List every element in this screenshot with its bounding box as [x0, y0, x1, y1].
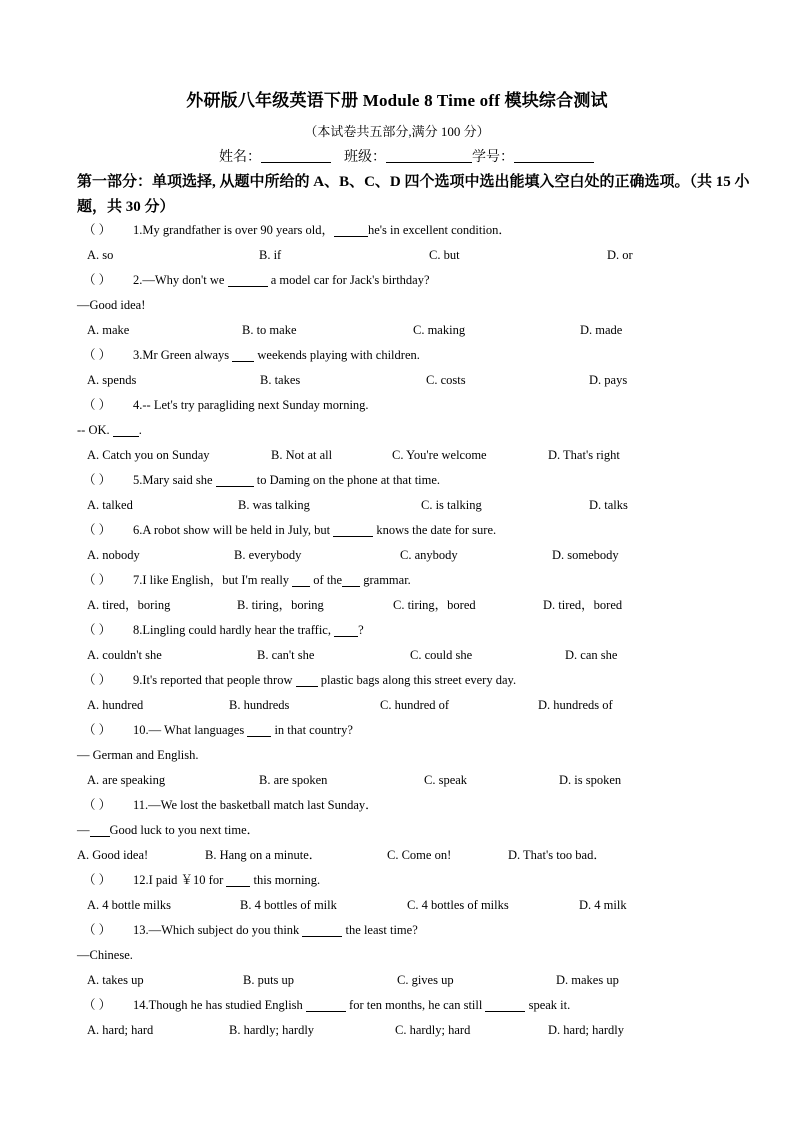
question-stem: （ ） 1.My grandfather is over 90 years old， he's in excellent condition． — [83, 220, 511, 240]
question-stem: （ ） 12.I paid ￥10 for this morning. — [83, 870, 320, 890]
question-stem: （ ） 2.—Why don't we a model car for Jack's birthday? — [83, 270, 430, 290]
class-label: 班级： — [344, 150, 386, 165]
reply-row — [0, 745, 794, 770]
question-stem: （ ） 13.—Which subject do you think the least time? — [83, 920, 418, 940]
answer-bracket[interactable]: （ ） — [83, 923, 112, 937]
answer-bracket[interactable]: （ ） — [83, 473, 112, 487]
options-row — [0, 645, 794, 670]
option-c: C. making — [413, 323, 466, 337]
option-a: A. make — [87, 323, 130, 337]
option-c: C. but — [429, 248, 460, 262]
dialogue-reply: —Good idea! — [77, 298, 146, 312]
blank — [228, 272, 268, 287]
dialogue-reply: -- OK. . — [77, 423, 142, 437]
blank — [113, 422, 139, 437]
option-d: D. is spoken — [559, 773, 622, 787]
options-row — [0, 245, 794, 270]
option-a: A. Catch you on Sunday — [87, 448, 210, 462]
option-a: A. are speaking — [87, 773, 166, 787]
option-d: D. That's right — [548, 448, 620, 462]
dialogue-reply: — Good luck to you next time． — [77, 823, 260, 837]
option-b: B. takes — [260, 373, 301, 387]
blank — [333, 522, 373, 537]
question-row — [0, 220, 794, 245]
option-d: D. hard; hardly — [548, 1023, 625, 1037]
options-row — [0, 970, 794, 995]
blank — [226, 872, 250, 887]
options-row — [0, 370, 794, 395]
blank — [247, 722, 271, 737]
option-d: D. makes up — [556, 973, 619, 987]
class-blank[interactable] — [386, 148, 472, 163]
question-row — [0, 620, 794, 645]
question-stem: （ ） 4.-- Let's try paragliding next Sunday morning. — [83, 395, 369, 415]
question-row — [0, 670, 794, 695]
option-c: C. tiring，bored — [393, 598, 476, 612]
answer-bracket[interactable]: （ ） — [83, 273, 112, 287]
blank — [485, 997, 525, 1012]
question-row — [0, 345, 794, 370]
name-label: 姓名： — [219, 150, 261, 165]
question-stem: （ ） 9.It's reported that people throw plastic bags along this street every day. — [83, 670, 516, 690]
question-stem: （ ） 5.Mary said she to Daming on the phone at that time. — [83, 470, 440, 490]
option-d: D. made — [580, 323, 623, 337]
question-row — [0, 395, 794, 420]
option-a: A. hard; hard — [87, 1023, 154, 1037]
option-b: B. 4 bottles of milk — [240, 898, 337, 912]
option-c: C. hardly; hard — [395, 1023, 471, 1037]
number-blank[interactable] — [514, 148, 594, 163]
option-a: A. Good idea! — [77, 848, 149, 862]
option-c: C. anybody — [400, 548, 458, 562]
answer-bracket[interactable]: （ ） — [83, 673, 112, 687]
question-row — [0, 520, 794, 545]
option-b: B. puts up — [243, 973, 295, 987]
exam-title: 外研版八年级英语下册 Module 8 Time off 模块综合测试 — [186, 91, 608, 110]
option-c: C. gives up — [397, 973, 454, 987]
answer-bracket[interactable]: （ ） — [83, 523, 112, 537]
option-a: A. spends — [87, 373, 137, 387]
dialogue-reply: — German and English. — [77, 748, 199, 762]
blank — [216, 472, 254, 487]
reply-row — [0, 420, 794, 445]
blank — [232, 347, 254, 362]
option-b: B. hardly; hardly — [229, 1023, 315, 1037]
question-stem: （ ） 10.— What languages in that country? — [83, 720, 353, 740]
question-row — [0, 920, 794, 945]
section1-heading: 第一部分：单项选择, 从题中所给的 A、B、C、D 四个选项中选出能填入空白处的正确选项。（共 15 小题，共 30 分） — [77, 174, 750, 215]
option-c: C. 4 bottles of milks — [407, 898, 509, 912]
answer-bracket[interactable]: （ ） — [83, 398, 112, 412]
option-d: D. That's too bad． — [508, 848, 606, 862]
question-row — [0, 795, 794, 820]
option-a: A. 4 bottle milks — [87, 898, 172, 912]
reply-row — [0, 295, 794, 320]
answer-bracket[interactable]: （ ） — [83, 873, 112, 887]
option-b: B. Not at all — [271, 448, 333, 462]
question-stem: （ ） 14.Though he has studied English for ten months, he can still speak it. — [83, 995, 570, 1015]
option-a: A. takes up — [87, 973, 144, 987]
option-c: C. could she — [410, 648, 473, 662]
options-row — [0, 545, 794, 570]
number-label: 学号： — [472, 150, 514, 165]
blank — [292, 572, 310, 587]
question-row — [0, 720, 794, 745]
question-row — [0, 270, 794, 295]
answer-bracket[interactable]: （ ） — [83, 723, 112, 737]
option-c: C. speak — [424, 773, 468, 787]
question-row — [0, 570, 794, 595]
blank — [334, 622, 358, 637]
option-b: B. to make — [242, 323, 297, 337]
option-a: A. couldn't she — [87, 648, 162, 662]
options-row — [0, 895, 794, 920]
student-info-line — [219, 146, 594, 166]
option-d: D. somebody — [552, 548, 619, 562]
name-blank[interactable] — [261, 148, 331, 163]
answer-bracket[interactable]: （ ） — [83, 223, 112, 237]
option-d: D. talks — [589, 498, 628, 512]
options-row — [0, 595, 794, 620]
options-row — [0, 770, 794, 795]
option-a: A. tired，boring — [87, 598, 171, 612]
option-d: D. 4 milk — [579, 898, 627, 912]
question-list — [0, 220, 794, 1045]
question-stem: （ ） 7.I like English，but I'm really of the grammar. — [83, 570, 411, 590]
options-row — [0, 845, 794, 870]
dialogue-reply: —Chinese. — [77, 948, 133, 962]
option-d: D. can she — [565, 648, 618, 662]
blank — [90, 822, 110, 837]
answer-bracket[interactable]: （ ） — [83, 798, 112, 812]
blank — [306, 997, 346, 1012]
option-b: B. Hang on a minute． — [205, 848, 322, 862]
option-b: B. can't she — [257, 648, 315, 662]
question-row — [0, 870, 794, 895]
option-a: A. talked — [87, 498, 133, 512]
blank — [302, 922, 342, 937]
options-row — [0, 495, 794, 520]
option-d: D. or — [607, 248, 633, 262]
answer-bracket[interactable]: （ ） — [83, 348, 112, 362]
options-row — [0, 320, 794, 345]
options-row — [0, 695, 794, 720]
question-row — [0, 995, 794, 1020]
exam-subtitle: （本试卷共五部分,满分 100 分） — [304, 124, 490, 139]
option-b: B. hundreds — [229, 698, 290, 712]
option-d: D. pays — [589, 373, 628, 387]
question-row — [0, 470, 794, 495]
option-d: D. hundreds of — [538, 698, 613, 712]
answer-bracket[interactable]: （ ） — [83, 998, 112, 1012]
option-c: C. costs — [426, 373, 466, 387]
option-c: C. You're welcome — [392, 448, 487, 462]
answer-bracket[interactable]: （ ） — [83, 623, 112, 637]
question-stem: （ ） 3.Mr Green always weekends playing with children. — [83, 345, 420, 365]
option-b: B. tiring，boring — [237, 598, 324, 612]
option-b: B. everybody — [234, 548, 302, 562]
option-c: C. is talking — [421, 498, 482, 512]
options-row — [0, 445, 794, 470]
option-c: C. hundred of — [380, 698, 450, 712]
option-b: B. was talking — [238, 498, 310, 512]
option-a: A. hundred — [87, 698, 144, 712]
options-row — [0, 1020, 794, 1045]
option-a: A. nobody — [87, 548, 140, 562]
option-c: C. Come on! — [387, 848, 452, 862]
question-stem: （ ） 6.A robot show will be held in July, but knows the date for sure. — [83, 520, 496, 540]
answer-bracket[interactable]: （ ） — [83, 573, 112, 587]
option-a: A. so — [87, 248, 114, 262]
option-b: B. are spoken — [259, 773, 328, 787]
reply-row — [0, 945, 794, 970]
reply-row — [0, 820, 794, 845]
blank — [334, 222, 368, 237]
question-stem: （ ） 8.Lingling could hardly hear the traffic, ? — [83, 620, 364, 640]
option-d: D. tired，bored — [543, 598, 623, 612]
question-stem: （ ） 11.—We lost the basketball match last Sunday． — [83, 795, 378, 815]
blank — [296, 672, 318, 687]
blank — [342, 572, 360, 587]
option-b: B. if — [259, 248, 282, 262]
